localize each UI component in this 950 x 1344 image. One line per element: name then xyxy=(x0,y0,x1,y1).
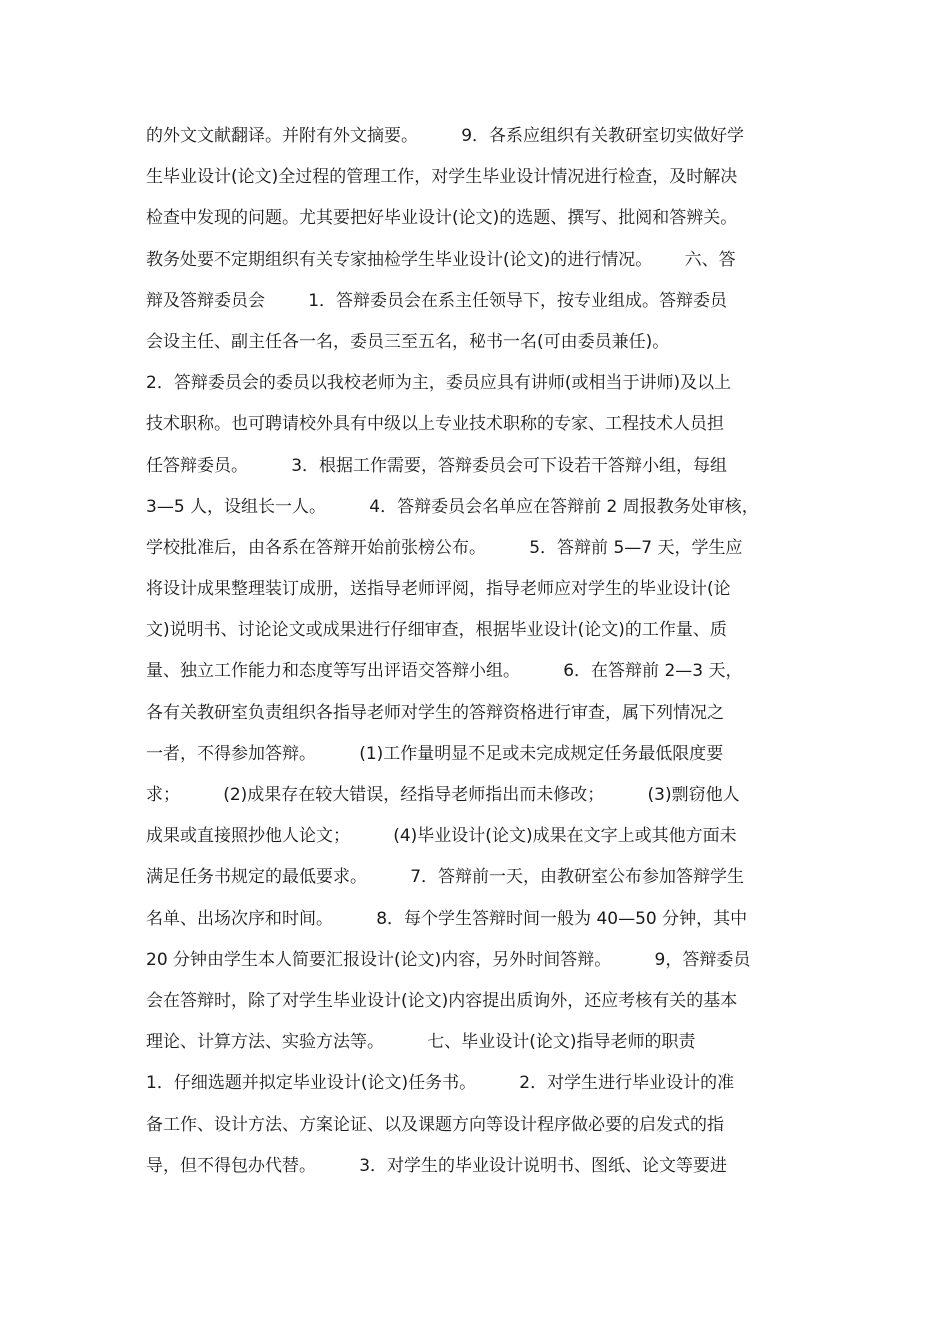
text-line-17: 求； (2)成果存在较大错误，经指导老师指出而未修改； (3)剽窃他人 xyxy=(146,785,740,805)
text-line-15: 各有关教研室负责组织各指导老师对学生的答辩资格进行审查，属下列情况之 xyxy=(146,702,724,723)
text-line-14: 量、独立工作能力和态度等写出评语交答辩小组。 6．在答辩前 2—3 天， xyxy=(146,661,743,682)
text-line-13: 文)说明书、讨论论文或成果进行仔细审查，根据毕业设计(论文)的工作量、质 xyxy=(146,620,727,641)
text-line-18: 成果或直接照抄他人论文； (4)毕业设计(论文)成果在文字上或其他方面未 xyxy=(146,826,737,847)
text-line-1: 的外文文献翻译。并附有外文摘要。 9．各系应组织有关教研室切实做好学 xyxy=(146,126,745,146)
text-line-7: 2．答辩委员会的委员以我校老师为主，委员应具有讲师(或相当于讲师)及以上 xyxy=(146,373,732,394)
text-line-24: 1．仔细选题并拟定毕业设计(论文)任务书。 2．对学生进行毕业设计的准 xyxy=(146,1073,735,1094)
text-line-23: 理论、计算方法、实验方法等。 七、毕业设计(论文)指导老师的职责 xyxy=(146,1032,696,1053)
text-line-12: 将设计成果整理装订成册，送指导老师评阅，指导老师应对学生的毕业设计(论 xyxy=(146,579,731,600)
text-line-5: 辩及答辩委员会 1．答辩委员会在系主任领导下，按专业组成。答辩委员 xyxy=(146,290,728,311)
body-text xyxy=(146,116,826,1187)
text-line-4: 教务处要不定期组织有关专家抽检学生毕业设计(论文)的进行情况。 六、答 xyxy=(146,249,736,270)
text-line-9: 任答辩委员。 3．根据工作需要，答辩委员会可下设若干答辩小组，每组 xyxy=(146,455,728,476)
text-line-21: 20 分钟由学生本人简要汇报设计(论文)内容，另外时间答辩。 9，答辩委员 xyxy=(146,949,751,970)
text-line-19: 满足任务书规定的最低要求。 7．答辩前一天，由教研室公布参加答辩学生 xyxy=(146,867,745,888)
text-line-3: 检查中发现的问题。尤其要把好毕业设计(论文)的选题、撰写、批阅和答辨关。 xyxy=(146,208,738,229)
text-line-16: 一者，不得参加答辩。 (1)工作量明显不足或未完成规定任务最低限度要 xyxy=(146,743,724,764)
text-line-2: 生毕业设计(论文)全过程的管理工作，对学生毕业设计情况进行检查，及时解决 xyxy=(146,167,738,188)
text-line-25: 备工作、设计方法、方案论证、以及课题方向等设计程序做必要的启发式的指 xyxy=(146,1114,724,1135)
text-line-26: 导，但不得包办代替。 3．对学生的毕业设计说明书、图纸、论文等要进 xyxy=(146,1155,728,1176)
text-line-10: 3—5 人，设组长一人。 4．答辩委员会名单应在答辩前 2 周报教务处审核， xyxy=(146,496,759,517)
text-line-11: 学校批准后，由各系在答辩开始前张榜公布。 5．答辩前 5—7 天，学生应 xyxy=(146,537,743,558)
text-line-20: 名单、出场次序和时间。 8．每个学生答辩时间一般为 40—50 分钟，其中 xyxy=(146,908,748,929)
text-line-22: 会在答辩时，除了对学生毕业设计(论文)内容提出质询外，还应考核有关的基本 xyxy=(146,990,738,1011)
text-line-6: 会设主任、副主任各一名，委员三至五名，秘书一名(可由委员兼任)。 xyxy=(146,331,670,352)
text-line-8: 技术职称。也可聘请校外具有中级以上专业技术职称的专家、工程技术人员担 xyxy=(146,414,724,435)
